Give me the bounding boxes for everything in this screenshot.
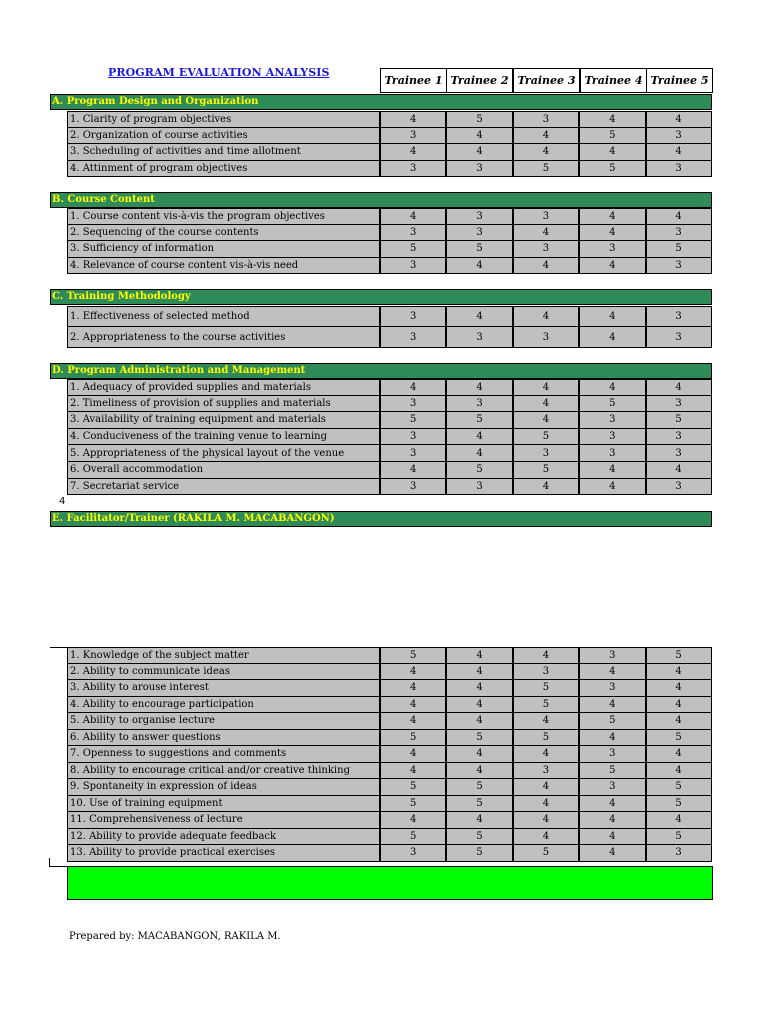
- rating-trainee-3: 5: [513, 680, 579, 697]
- rating-trainee-2: 3: [446, 161, 512, 178]
- rating-trainee-1: 3: [380, 258, 446, 275]
- table-row: [67, 306, 712, 327]
- table-row: [67, 327, 712, 348]
- criterion-label: 1. Course content vis-à-vis the program objectives: [67, 208, 380, 225]
- rating-trainee-5: 4: [646, 680, 712, 697]
- criterion-label: 4. Ability to encourage participation: [67, 697, 380, 714]
- criterion-label: 10. Use of training equipment: [67, 796, 380, 813]
- rating-trainee-5: 5: [646, 412, 712, 429]
- criterion-label: 3. Sufficiency of information: [67, 241, 380, 258]
- rating-trainee-2: 4: [446, 306, 512, 327]
- rating-trainee-5: 5: [646, 829, 712, 846]
- rating-trainee-3: 4: [513, 479, 579, 496]
- table-row: [67, 396, 712, 413]
- rating-trainee-1: 5: [380, 647, 446, 664]
- rating-trainee-5: 5: [646, 779, 712, 796]
- rating-trainee-5: 3: [646, 479, 712, 496]
- rating-trainee-5: 3: [646, 327, 712, 348]
- rating-trainee-4: 4: [579, 144, 645, 161]
- rating-trainee-1: 4: [380, 697, 446, 714]
- rating-trainee-4: 4: [579, 845, 645, 862]
- rating-trainee-4: 5: [579, 161, 645, 178]
- rating-trainee-1: 3: [380, 225, 446, 242]
- rating-trainee-5: 4: [646, 812, 712, 829]
- rating-trainee-2: 4: [446, 128, 512, 145]
- rating-trainee-2: 4: [446, 812, 512, 829]
- rating-trainee-3: 4: [513, 713, 579, 730]
- rating-trainee-2: 4: [446, 664, 512, 681]
- header-trainee-2: Trainee 2: [446, 68, 513, 93]
- rating-trainee-2: 4: [446, 429, 512, 446]
- rating-trainee-2: 5: [446, 796, 512, 813]
- criterion-label: 4. Attinment of program objectives: [67, 161, 380, 178]
- rating-trainee-1: 4: [380, 713, 446, 730]
- table-row: [67, 225, 712, 242]
- table-row: [67, 161, 712, 178]
- rating-trainee-5: 3: [646, 396, 712, 413]
- rating-trainee-4: 4: [579, 796, 645, 813]
- rating-trainee-1: 3: [380, 479, 446, 496]
- criterion-label: 5. Ability to organise lecture: [67, 713, 380, 730]
- rating-trainee-5: 3: [646, 225, 712, 242]
- criterion-label: 3. Ability to arouse interest: [67, 680, 380, 697]
- rating-trainee-5: 3: [646, 845, 712, 862]
- rating-trainee-4: 5: [579, 396, 645, 413]
- criterion-label: 4. Relevance of course content vis-à-vis need: [67, 258, 380, 275]
- rating-trainee-5: 4: [646, 379, 712, 396]
- rating-trainee-1: 4: [380, 664, 446, 681]
- rating-trainee-4: 4: [579, 306, 645, 327]
- table-row: [67, 697, 712, 714]
- rating-trainee-3: 4: [513, 812, 579, 829]
- rating-trainee-5: 4: [646, 763, 712, 780]
- rating-trainee-2: 3: [446, 208, 512, 225]
- rating-trainee-2: 3: [446, 225, 512, 242]
- rating-trainee-1: 4: [380, 208, 446, 225]
- section-header: D. Program Administration and Management: [50, 363, 712, 379]
- rating-trainee-3: 5: [513, 161, 579, 178]
- header-trainee-5: Trainee 5: [646, 68, 713, 93]
- rating-trainee-4: 4: [579, 829, 645, 846]
- rating-trainee-1: 5: [380, 730, 446, 747]
- rating-trainee-2: 5: [446, 412, 512, 429]
- rating-trainee-4: 3: [579, 429, 645, 446]
- criterion-label: 1. Clarity of program objectives: [67, 111, 380, 128]
- rating-trainee-2: 5: [446, 730, 512, 747]
- rating-trainee-4: 3: [579, 680, 645, 697]
- rating-trainee-3: 3: [513, 111, 579, 128]
- criterion-label: 2. Timeliness of provision of supplies and materials: [67, 396, 380, 413]
- table-row: [67, 730, 712, 747]
- rating-trainee-2: 4: [446, 713, 512, 730]
- rating-trainee-3: 4: [513, 647, 579, 664]
- rating-trainee-1: 3: [380, 161, 446, 178]
- criterion-label: 11. Comprehensiveness of lecture: [67, 812, 380, 829]
- rating-trainee-4: 4: [579, 327, 645, 348]
- rating-trainee-5: 3: [646, 128, 712, 145]
- rating-trainee-1: 3: [380, 429, 446, 446]
- section-header: B. Course Content: [50, 192, 712, 208]
- rating-trainee-5: 4: [646, 713, 712, 730]
- rating-trainee-3: 3: [513, 327, 579, 348]
- rating-trainee-1: 5: [380, 241, 446, 258]
- rating-trainee-2: 3: [446, 479, 512, 496]
- table-row: [67, 429, 712, 446]
- rating-trainee-4: 3: [579, 746, 645, 763]
- rating-trainee-2: 5: [446, 462, 512, 479]
- rating-trainee-4: 5: [579, 128, 645, 145]
- table-row: [67, 779, 712, 796]
- table-row: [67, 713, 712, 730]
- table-row: [67, 664, 712, 681]
- rating-trainee-3: 5: [513, 429, 579, 446]
- rating-trainee-4: 4: [579, 664, 645, 681]
- rating-trainee-5: 4: [646, 697, 712, 714]
- rating-trainee-4: 5: [579, 763, 645, 780]
- rating-trainee-4: 4: [579, 462, 645, 479]
- table-row: [67, 379, 712, 396]
- rating-trainee-3: 5: [513, 462, 579, 479]
- rating-trainee-4: 3: [579, 445, 645, 462]
- rating-trainee-5: 4: [646, 111, 712, 128]
- table-row: [67, 128, 712, 145]
- rating-trainee-4: 3: [579, 779, 645, 796]
- rating-trainee-5: 4: [646, 664, 712, 681]
- rating-trainee-3: 3: [513, 664, 579, 681]
- table-row: [67, 144, 712, 161]
- rating-trainee-3: 5: [513, 845, 579, 862]
- rating-trainee-3: 4: [513, 306, 579, 327]
- rating-trainee-5: 3: [646, 306, 712, 327]
- table-row: [67, 445, 712, 462]
- table-row: [67, 111, 712, 128]
- table-row: [67, 746, 712, 763]
- rating-trainee-3: 4: [513, 258, 579, 275]
- table-row: [67, 845, 712, 862]
- table-row: [67, 412, 712, 429]
- rating-trainee-1: 3: [380, 306, 446, 327]
- rating-trainee-4: 4: [579, 479, 645, 496]
- rating-trainee-1: 4: [380, 379, 446, 396]
- rating-trainee-2: 5: [446, 845, 512, 862]
- rating-trainee-1: 4: [380, 144, 446, 161]
- criterion-label: 2. Appropriateness to the course activities: [67, 327, 380, 348]
- rating-trainee-4: 3: [579, 647, 645, 664]
- rating-trainee-3: 3: [513, 241, 579, 258]
- rating-trainee-1: 3: [380, 845, 446, 862]
- rating-trainee-4: 4: [579, 111, 645, 128]
- rating-trainee-5: 3: [646, 429, 712, 446]
- rating-trainee-5: 3: [646, 445, 712, 462]
- rating-trainee-4: 4: [579, 730, 645, 747]
- criterion-label: 7. Openness to suggestions and comments: [67, 746, 380, 763]
- rating-trainee-2: 4: [446, 445, 512, 462]
- rating-trainee-3: 3: [513, 208, 579, 225]
- rating-trainee-2: 5: [446, 111, 512, 128]
- rating-trainee-1: 4: [380, 462, 446, 479]
- criterion-label: 2. Ability to communicate ideas: [67, 664, 380, 681]
- rating-trainee-4: 3: [579, 412, 645, 429]
- rating-trainee-1: 4: [380, 680, 446, 697]
- section-header: C. Training Methodology: [50, 289, 712, 305]
- rating-trainee-1: 5: [380, 412, 446, 429]
- rating-trainee-4: 4: [579, 812, 645, 829]
- table-row: [67, 829, 712, 846]
- rating-trainee-1: 4: [380, 763, 446, 780]
- rating-trainee-3: 4: [513, 412, 579, 429]
- rating-trainee-1: 3: [380, 128, 446, 145]
- rating-trainee-1: 4: [380, 812, 446, 829]
- header-trainee-1: Trainee 1: [380, 68, 447, 93]
- rating-trainee-2: 5: [446, 829, 512, 846]
- rating-trainee-1: 4: [380, 111, 446, 128]
- rating-trainee-3: 3: [513, 763, 579, 780]
- criterion-label: 9. Spontaneity in expression of ideas: [67, 779, 380, 796]
- table-row: [67, 647, 712, 664]
- rating-trainee-3: 4: [513, 829, 579, 846]
- criterion-label: 12. Ability to provide adequate feedback: [67, 829, 380, 846]
- rating-trainee-2: 3: [446, 396, 512, 413]
- prepared-by: Prepared by: MACABANGON, RAKILA M.: [69, 931, 281, 942]
- rating-trainee-3: 4: [513, 796, 579, 813]
- rating-trainee-5: 4: [646, 462, 712, 479]
- report-title: PROGRAM EVALUATION ANALYSIS: [108, 66, 330, 79]
- rating-trainee-3: 4: [513, 379, 579, 396]
- left-tick-mark-foot: [49, 866, 67, 867]
- criterion-label: 1. Effectiveness of selected method: [67, 306, 380, 327]
- rating-trainee-3: 4: [513, 396, 579, 413]
- rating-trainee-2: 4: [446, 763, 512, 780]
- rating-trainee-5: 4: [646, 746, 712, 763]
- criterion-label: 6. Overall accommodation: [67, 462, 380, 479]
- rating-trainee-2: 4: [446, 144, 512, 161]
- table-row: [67, 680, 712, 697]
- rating-trainee-4: 4: [579, 208, 645, 225]
- summary-bar: [67, 866, 713, 900]
- rating-trainee-3: 5: [513, 730, 579, 747]
- rating-trainee-3: 4: [513, 746, 579, 763]
- criterion-label: 8. Ability to encourage critical and/or creative thinking: [67, 763, 380, 780]
- rating-trainee-3: 4: [513, 128, 579, 145]
- rating-trainee-4: 5: [579, 713, 645, 730]
- rating-trainee-3: 3: [513, 445, 579, 462]
- rating-trainee-4: 4: [579, 379, 645, 396]
- rating-trainee-1: 3: [380, 327, 446, 348]
- rating-trainee-3: 4: [513, 144, 579, 161]
- rating-trainee-2: 4: [446, 258, 512, 275]
- criterion-label: 4. Conduciveness of the training venue to learning: [67, 429, 380, 446]
- rating-trainee-1: 5: [380, 796, 446, 813]
- table-row: [67, 763, 712, 780]
- criterion-label: 3. Scheduling of activities and time allotment: [67, 144, 380, 161]
- criterion-label: 5. Appropriateness of the physical layout of the venue: [67, 445, 380, 462]
- table-row: [67, 812, 712, 829]
- rating-trainee-2: 4: [446, 647, 512, 664]
- rating-trainee-1: 3: [380, 445, 446, 462]
- criterion-label: 2. Organization of course activities: [67, 128, 380, 145]
- rating-trainee-2: 4: [446, 680, 512, 697]
- criterion-label: 7. Secretariat service: [67, 479, 380, 496]
- rating-trainee-2: 4: [446, 379, 512, 396]
- rating-trainee-5: 5: [646, 796, 712, 813]
- table-row: [67, 258, 712, 275]
- rating-trainee-4: 4: [579, 697, 645, 714]
- rating-trainee-5: 3: [646, 161, 712, 178]
- rating-trainee-1: 5: [380, 779, 446, 796]
- rating-trainee-2: 4: [446, 746, 512, 763]
- rating-trainee-5: 4: [646, 208, 712, 225]
- table-row: [67, 241, 712, 258]
- rating-trainee-5: 4: [646, 144, 712, 161]
- table-row: [67, 796, 712, 813]
- rating-trainee-4: 3: [579, 241, 645, 258]
- header-trainee-4: Trainee 4: [580, 68, 647, 93]
- rating-trainee-5: 5: [646, 241, 712, 258]
- section-header: E. Facilitator/Trainer (RAKILA M. MACABANGON): [50, 511, 712, 527]
- rating-trainee-4: 4: [579, 225, 645, 242]
- rating-trainee-3: 4: [513, 779, 579, 796]
- rating-trainee-2: 5: [446, 779, 512, 796]
- rating-trainee-1: 5: [380, 829, 446, 846]
- rating-trainee-2: 5: [446, 241, 512, 258]
- criterion-label: 1. Knowledge of the subject matter: [67, 647, 380, 664]
- section-header: A. Program Design and Organization: [50, 94, 712, 110]
- criterion-label: 13. Ability to provide practical exercises: [67, 845, 380, 862]
- rating-trainee-1: 4: [380, 746, 446, 763]
- table-row: [67, 208, 712, 225]
- rating-trainee-5: 3: [646, 258, 712, 275]
- criterion-label: 6. Ability to answer questions: [67, 730, 380, 747]
- rating-trainee-5: 5: [646, 647, 712, 664]
- stray-note: 4: [59, 496, 66, 507]
- header-trainee-3: Trainee 3: [513, 68, 580, 93]
- rating-trainee-1: 3: [380, 396, 446, 413]
- rating-trainee-2: 4: [446, 697, 512, 714]
- section-e-left-rule: [50, 647, 67, 648]
- criterion-label: 3. Availability of training equipment and materials: [67, 412, 380, 429]
- rating-trainee-3: 4: [513, 225, 579, 242]
- criterion-label: 1. Adequacy of provided supplies and materials: [67, 379, 380, 396]
- rating-trainee-5: 5: [646, 730, 712, 747]
- criterion-label: 2. Sequencing of the course contents: [67, 225, 380, 242]
- table-row: [67, 479, 712, 496]
- rating-trainee-2: 3: [446, 327, 512, 348]
- rating-trainee-3: 5: [513, 697, 579, 714]
- table-row: [67, 462, 712, 479]
- rating-trainee-4: 4: [579, 258, 645, 275]
